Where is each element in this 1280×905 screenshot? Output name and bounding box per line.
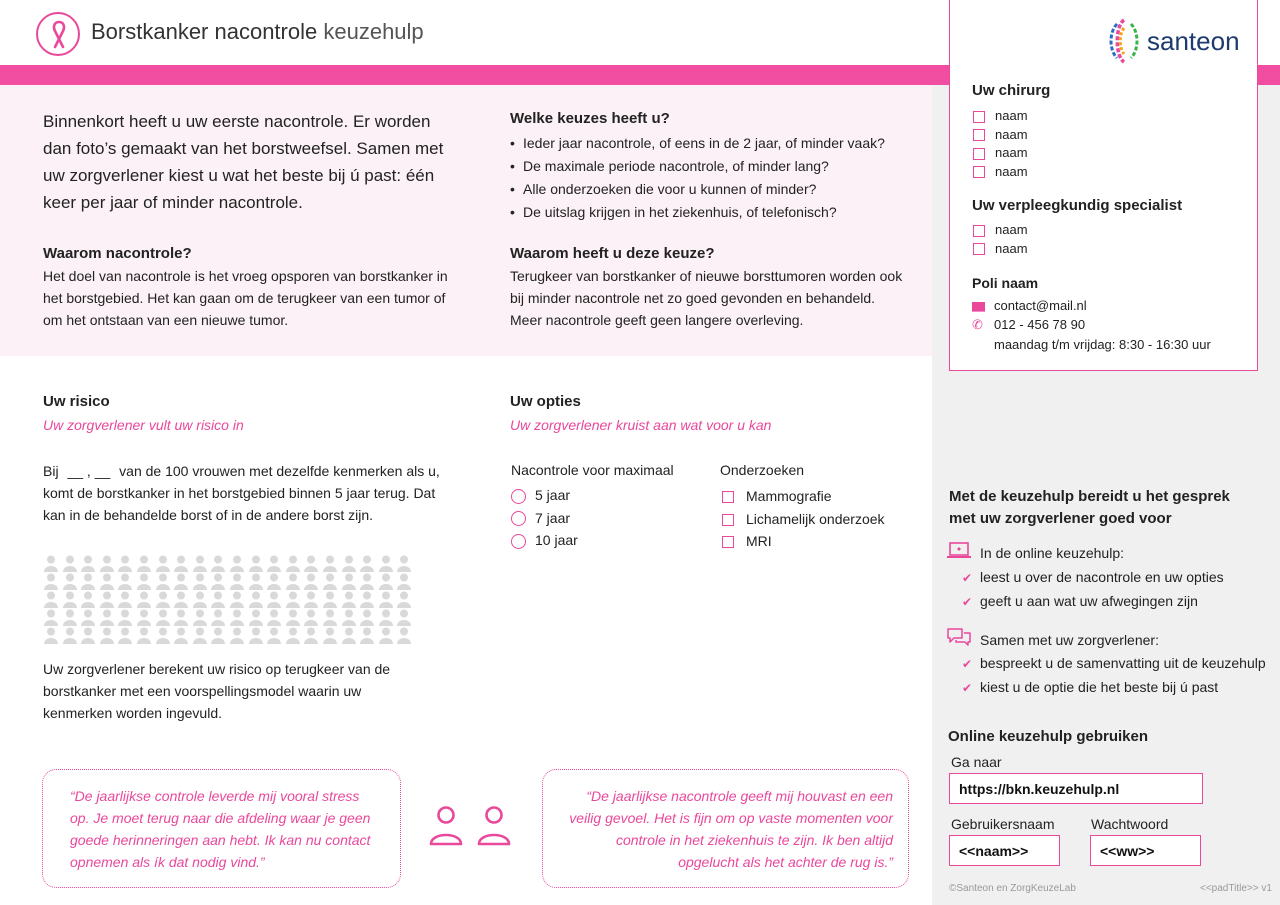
person-icon	[303, 573, 322, 591]
person-icon	[155, 591, 174, 609]
person-icon	[266, 627, 285, 645]
person-icon	[229, 573, 248, 591]
surgeon-name: naam	[995, 108, 1028, 123]
person-icon	[378, 573, 397, 591]
person-icon	[396, 627, 415, 645]
person-icon	[43, 555, 62, 573]
password-field[interactable]: <<ww>>	[1090, 835, 1201, 866]
title-bold: Borstkanker nacontrole	[91, 19, 318, 44]
list-item-text: bespreekt u de samenvatting uit de keuzehulp	[980, 655, 1266, 671]
person-icon	[359, 627, 378, 645]
radio-label: 7 jaar	[535, 509, 571, 526]
person-icon	[266, 591, 285, 609]
person-icon	[322, 627, 341, 645]
person-icon	[210, 591, 229, 609]
checkbox[interactable]	[973, 148, 985, 160]
checkbox[interactable]	[973, 243, 985, 255]
person-icon	[396, 573, 415, 591]
person-icon	[99, 591, 118, 609]
person-icon	[62, 555, 81, 573]
nurse-item[interactable]	[973, 221, 1028, 240]
person-icon	[341, 627, 360, 645]
radio-label: 10 jaar	[535, 532, 578, 548]
person-icon	[192, 555, 211, 573]
person-icon	[229, 555, 248, 573]
prep-heading: Met de keuzehulp bereidt u het gesprek met uw zorgverlener goed voor	[949, 488, 1230, 527]
person-icon	[155, 609, 174, 627]
surgeon-name: naam	[995, 145, 1028, 160]
risk-calc-text: Uw zorgverlener berekent uw risico op terugkeer van de borstkanker met een voorspellingsmodel waarin uw kenmerken worden ingevuld.	[43, 661, 391, 721]
why-followup-heading: Waarom nacontrole?	[43, 245, 192, 262]
list-item: • Ieder jaar nacontrole, of eens in de 2 jaar, of minder vaak?	[510, 132, 910, 155]
person-icon	[341, 591, 360, 609]
checkbox[interactable]	[973, 225, 985, 237]
person-icon	[192, 591, 211, 609]
person-icon-grid	[43, 555, 413, 645]
person-icon	[136, 591, 155, 609]
surgeon-item[interactable]	[973, 163, 1028, 182]
person-icon	[285, 627, 304, 645]
list-item: • De maximale periode nacontrole, of minder lang?	[510, 155, 910, 178]
person-icon	[136, 555, 155, 573]
person-icon	[359, 609, 378, 627]
contact-card	[949, 0, 1258, 371]
together-label: Samen met uw zorgverlener:	[980, 632, 1159, 648]
risk-subheading: Uw zorgverlener vult uw risico in	[43, 417, 244, 433]
person-icon	[266, 609, 285, 627]
person-icon	[192, 627, 211, 645]
person-icon	[43, 573, 62, 591]
poli-heading: Poli naam	[972, 275, 1039, 291]
url-field[interactable]: https://bkn.keuzehulp.nl	[949, 773, 1203, 804]
person-icon	[359, 555, 378, 573]
list-item	[948, 590, 1224, 614]
people-icon	[428, 806, 514, 853]
choices-heading: Welke keuzes heeft u?	[510, 110, 670, 127]
person-icon	[43, 627, 62, 645]
person-icon	[285, 573, 304, 591]
person-icon	[341, 573, 360, 591]
person-icon	[378, 609, 397, 627]
person-icon	[43, 609, 62, 627]
why-choice-text: Terugkeer van borstkanker of nieuwe borsttumoren worden ook bij minder nacontrole net zo goed gevonden en behandeld. Meer nacontrole geeft geen langere overleving.	[510, 268, 903, 328]
person-icon	[136, 609, 155, 627]
checkbox-option[interactable]	[720, 485, 885, 508]
list-item-text: geeft u aan wat uw afwegingen zijn	[980, 593, 1198, 609]
list-item	[948, 566, 1224, 590]
risk-heading: Uw risico	[43, 393, 110, 410]
checkbox-option[interactable]	[720, 530, 885, 553]
person-icon	[229, 609, 248, 627]
risk-text	[43, 460, 448, 526]
person-icon	[136, 627, 155, 645]
person-icon	[117, 555, 136, 573]
quote-right-text: “De jaarlijkse nacontrole geeft mij houvast en een veilig gevoel. Het is fijn om op vaste momenten voor controle in het ziekenhuis te zijn. Ik ben altijd opgelucht als het achter de rug is.”	[569, 788, 893, 870]
risk-text-prefix: Bij	[43, 463, 59, 479]
choices-section	[510, 110, 910, 224]
laptop-icon	[947, 542, 971, 565]
phone-row[interactable]	[972, 316, 1085, 334]
person-icon	[303, 555, 322, 573]
person-icon	[322, 573, 341, 591]
person-icon	[62, 609, 81, 627]
person-icon	[378, 627, 397, 645]
person-icon	[173, 591, 192, 609]
online-label: In de online keuzehulp:	[980, 545, 1124, 561]
person-icon	[248, 573, 267, 591]
nurse-heading: Uw verpleegkundig specialist	[972, 197, 1183, 214]
person-icon	[266, 555, 285, 573]
checkbox-option[interactable]	[720, 508, 885, 531]
surgeon-item[interactable]	[973, 126, 1028, 145]
person-icon	[80, 555, 99, 573]
checkbox[interactable]	[722, 536, 734, 548]
person-icon	[173, 627, 192, 645]
check-icon: ✔	[962, 571, 973, 585]
person-icon	[80, 573, 99, 591]
online-list	[948, 566, 1224, 614]
nurse-list	[973, 221, 1028, 258]
together-list	[948, 652, 1266, 700]
radio-button[interactable]	[511, 489, 526, 504]
username-field[interactable]: <<naam>>	[949, 835, 1060, 866]
person-icon	[322, 609, 341, 627]
title-light: keuzehulp	[323, 19, 424, 44]
duration-label: Nacontrole voor maximaal	[511, 462, 674, 478]
copyright: ©Santeon en ZorgKeuzeLab	[949, 883, 1076, 894]
person-icon	[248, 627, 267, 645]
email-row[interactable]	[972, 297, 1087, 315]
password-label: Wachtwoord	[1091, 816, 1169, 832]
surgeon-list	[973, 107, 1028, 181]
person-icon	[322, 591, 341, 609]
santeon-wordmark: santeon	[1147, 26, 1240, 56]
goto-label: Ga naar	[951, 754, 1002, 770]
options-subheading: Uw zorgverlener kruist aan wat voor u kan	[510, 417, 772, 433]
surgeon-heading: Uw chirurg	[972, 82, 1051, 99]
person-icon	[173, 573, 192, 591]
surgeon-item[interactable]	[973, 107, 1028, 126]
radio-button[interactable]	[511, 511, 526, 526]
person-icon	[359, 591, 378, 609]
person-icon	[155, 555, 174, 573]
person-icon	[396, 555, 415, 573]
quote-left-text: “De jaarlijkse controle leverde mij vooral stress op. Je moet terug naar die afdeling waar je geen goede herinneringen aan hebt. Ik kan nu contact opnemen als ík dat nodig vind.”	[70, 788, 371, 870]
nurse-name: naam	[995, 240, 1028, 256]
username-label: Gebruikersnaam	[951, 816, 1055, 832]
person-icon	[192, 609, 211, 627]
quote-left	[42, 769, 401, 888]
check-icon: ✔	[962, 595, 973, 609]
person-icon	[62, 573, 81, 591]
person-icon	[192, 573, 211, 591]
person-icon	[80, 591, 99, 609]
radio-option[interactable]	[511, 529, 674, 552]
person-icon	[285, 555, 304, 573]
surgeon-item[interactable]	[973, 144, 1028, 163]
list-item-text: leest u over de nacontrole en uw opties	[980, 569, 1224, 585]
quote-right	[542, 769, 909, 888]
checkbox[interactable]	[973, 166, 985, 178]
person-icon	[43, 591, 62, 609]
person-icon	[117, 591, 136, 609]
check-icon: ✔	[962, 681, 973, 695]
person-icon	[229, 627, 248, 645]
person-icon	[248, 609, 267, 627]
list-item	[948, 652, 1266, 676]
person-icon	[80, 627, 99, 645]
person-icon	[136, 573, 155, 591]
checkbox-label: Lichamelijk onderzoek	[746, 510, 885, 527]
person-icon	[117, 627, 136, 645]
list-item-text: kiest u de optie die het beste bij ú past	[980, 679, 1219, 695]
pink-ribbon-icon	[36, 12, 80, 56]
person-icon	[210, 609, 229, 627]
person-icon	[62, 627, 81, 645]
person-icon	[210, 573, 229, 591]
nurse-name: naam	[995, 222, 1028, 237]
choices-list	[510, 132, 910, 224]
radio-option[interactable]	[511, 484, 674, 507]
person-icon	[248, 555, 267, 573]
person-icon	[99, 555, 118, 573]
exams-label: Onderzoeken	[720, 462, 805, 478]
risk-text-rest: van de 100 vrouwen met dezelfde kenmerken als u, komt de borstkanker in het borstgebied binnen 5 jaar terug. Dat kan in de behandelde borst of in de andere borst zijn.	[43, 463, 440, 523]
person-icon	[155, 627, 174, 645]
version-label: <<padTitle>> v1	[1200, 883, 1272, 894]
person-icon	[80, 609, 99, 627]
person-icon	[266, 573, 285, 591]
why-choice-heading: Waarom heeft u deze keuze?	[510, 245, 715, 262]
nurse-item[interactable]	[973, 240, 1028, 259]
surgeon-name: naam	[995, 163, 1028, 179]
person-icon	[359, 573, 378, 591]
risk-blanks[interactable]: __ , __	[67, 463, 111, 479]
person-icon	[285, 591, 304, 609]
person-icon	[173, 555, 192, 573]
person-icon	[117, 609, 136, 627]
list-item: • De uitslag krijgen in het ziekenhuis, of telefonisch?	[510, 201, 910, 224]
person-icon	[378, 591, 397, 609]
online-heading: Online keuzehulp gebruiken	[948, 728, 1149, 745]
radio-label: 5 jaar	[535, 487, 571, 503]
options-heading: Uw opties	[510, 393, 581, 410]
person-icon	[285, 609, 304, 627]
radio-option[interactable]	[511, 507, 674, 530]
checkbox[interactable]	[973, 129, 985, 141]
person-icon	[396, 609, 415, 627]
why-followup-text: Het doel van nacontrole is het vroeg opsporen van borstkanker in het borstgebied. Het kan gaan om de terugkeer van een tumor of om het ontstaan van een nieuwe tumor.	[43, 268, 448, 328]
person-icon	[62, 591, 81, 609]
phone-text[interactable]: 012 - 456 78 90	[994, 317, 1086, 332]
person-icon	[210, 627, 229, 645]
person-icon	[99, 609, 118, 627]
person-icon	[229, 591, 248, 609]
why-choice-section	[510, 245, 910, 331]
person-icon	[341, 609, 360, 627]
radio-button[interactable]	[511, 534, 526, 549]
opening-hours: maandag t/m vrijdag: 8:30 - 16:30 uur	[994, 337, 1211, 352]
intro-text: Binnenkort heeft u uw eerste nacontrole. Er worden dan foto’s gemaakt van het borstweefsel. Samen met uw zorgverlener kiest u wat het beste bij ú past: één keer per jaar of minder nacontrole.	[43, 112, 444, 212]
duration-group	[511, 462, 674, 552]
person-icon	[378, 555, 397, 573]
person-icon	[117, 573, 136, 591]
person-icon	[99, 627, 118, 645]
exams-group	[720, 462, 885, 553]
checkbox[interactable]	[973, 111, 985, 123]
person-icon	[322, 555, 341, 573]
person-icon	[396, 591, 415, 609]
email-text[interactable]: contact@mail.nl	[994, 298, 1087, 313]
chat-icon	[946, 626, 972, 653]
phone-icon: ✆	[972, 317, 983, 332]
person-icon	[303, 627, 322, 645]
checkbox[interactable]	[722, 514, 734, 526]
page-title	[91, 19, 424, 45]
santeon-mark-icon	[1107, 16, 1141, 66]
person-icon	[173, 609, 192, 627]
person-icon	[341, 555, 360, 573]
why-followup-section	[43, 245, 453, 331]
checkbox[interactable]	[722, 491, 734, 503]
person-icon	[248, 591, 267, 609]
person-icon	[99, 573, 118, 591]
checkbox-label: Mammografie	[746, 488, 832, 504]
person-icon	[155, 573, 174, 591]
list-item: • Alle onderzoeken die voor u kunnen of minder?	[510, 178, 910, 201]
person-icon	[210, 555, 229, 573]
checkbox-label: MRI	[746, 533, 772, 549]
surgeon-name: naam	[995, 126, 1028, 142]
list-item	[948, 676, 1266, 700]
santeon-logo	[1107, 16, 1240, 68]
person-icon	[303, 591, 322, 609]
mail-icon	[972, 302, 985, 312]
check-icon: ✔	[962, 657, 973, 671]
person-icon	[303, 609, 322, 627]
